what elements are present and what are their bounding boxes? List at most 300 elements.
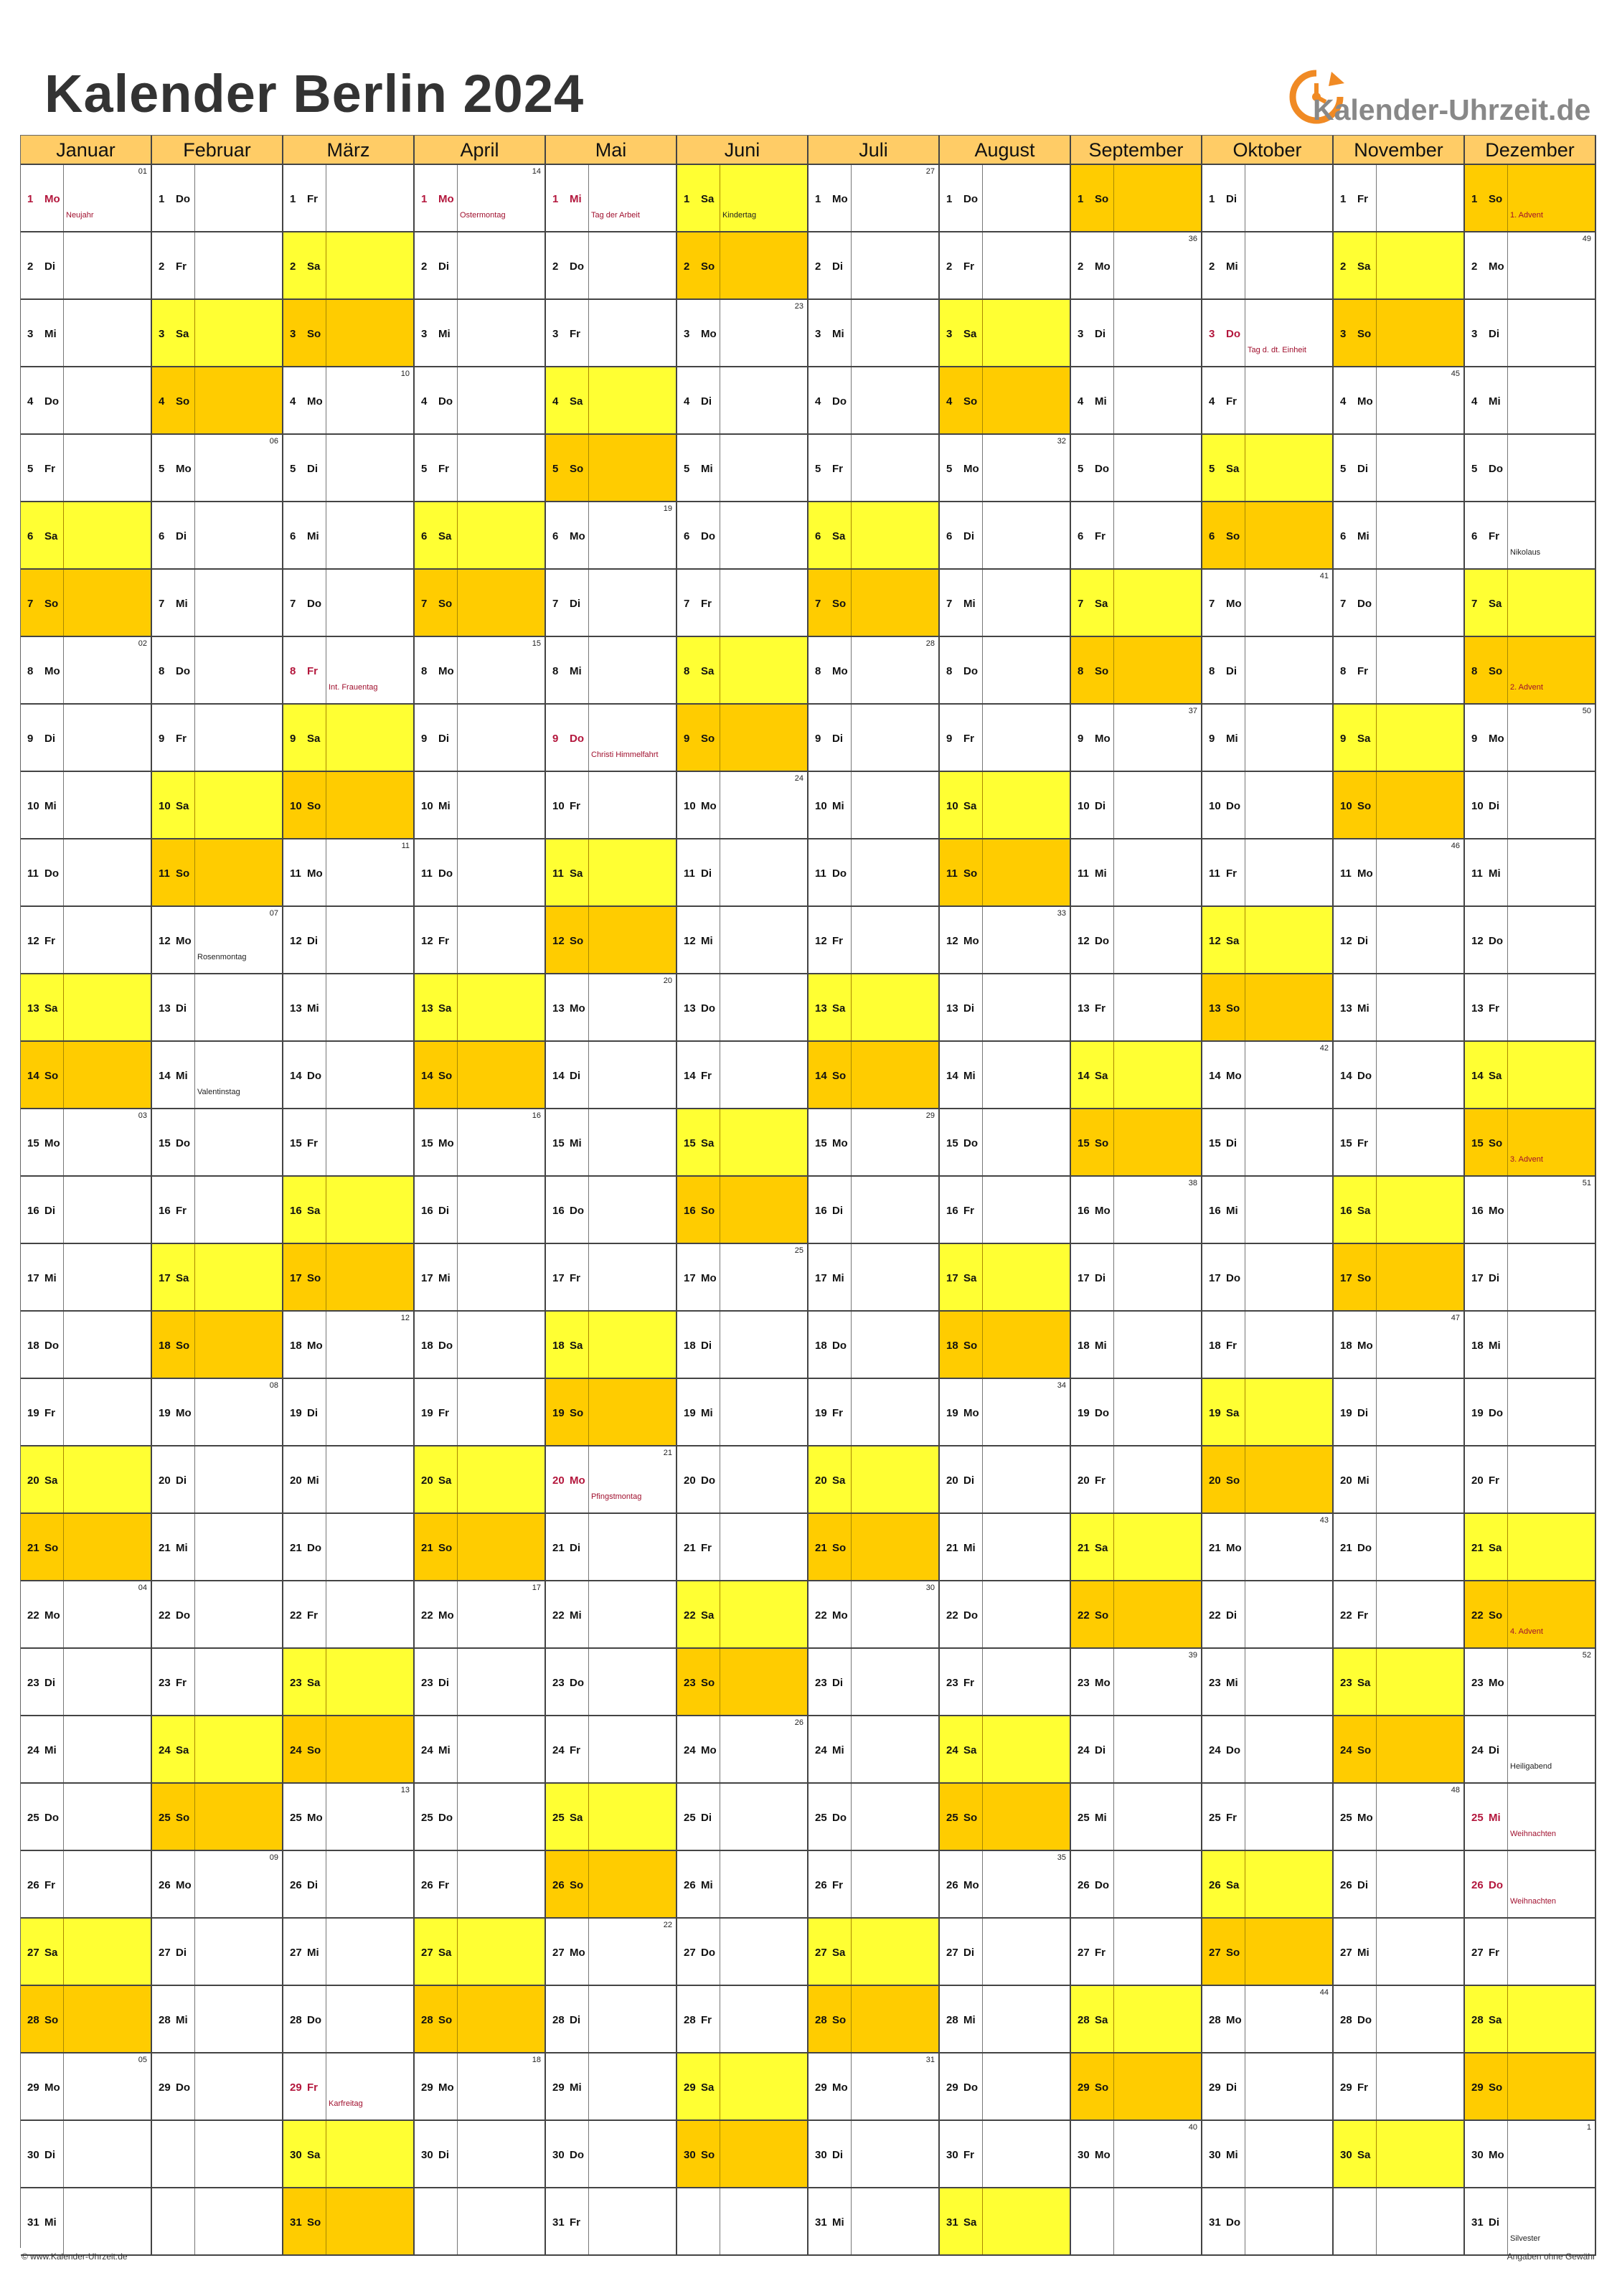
day-cell[interactable] xyxy=(1202,435,1334,502)
day-cell[interactable] xyxy=(283,907,415,974)
day-cell[interactable] xyxy=(21,1244,152,1312)
day-cell[interactable] xyxy=(677,1312,808,1379)
day-cell[interactable] xyxy=(940,1446,1071,1514)
day-cell[interactable] xyxy=(1465,1919,1596,1986)
day-cell[interactable] xyxy=(21,367,152,435)
day-cell[interactable] xyxy=(1334,907,1465,974)
day-cell[interactable] xyxy=(21,1919,152,1986)
day-cell[interactable] xyxy=(677,1986,808,2053)
day-cell[interactable] xyxy=(152,1986,283,2053)
day-cell[interactable] xyxy=(415,1581,546,1649)
day-cell[interactable] xyxy=(808,435,940,502)
day-cell[interactable] xyxy=(546,974,677,1042)
day-cell[interactable] xyxy=(1465,839,1596,907)
day-cell[interactable] xyxy=(152,367,283,435)
day-cell[interactable] xyxy=(152,2053,283,2121)
day-cell[interactable] xyxy=(1202,2053,1334,2121)
day-cell[interactable] xyxy=(415,907,546,974)
day-cell[interactable] xyxy=(152,1784,283,1851)
day-cell[interactable] xyxy=(283,1851,415,1919)
day-cell[interactable] xyxy=(415,165,546,232)
day-cell[interactable] xyxy=(1334,165,1465,232)
day-cell[interactable] xyxy=(808,705,940,772)
day-cell[interactable] xyxy=(1202,1177,1334,1244)
day-cell[interactable] xyxy=(1334,1244,1465,1312)
day-cell[interactable] xyxy=(940,1312,1071,1379)
day-cell[interactable] xyxy=(283,1042,415,1109)
day-cell[interactable] xyxy=(1465,974,1596,1042)
day-cell[interactable] xyxy=(1071,502,1202,570)
day-cell[interactable] xyxy=(546,839,677,907)
day-cell[interactable] xyxy=(677,570,808,637)
day-cell[interactable] xyxy=(152,1109,283,1177)
day-cell[interactable] xyxy=(1334,300,1465,367)
day-cell[interactable] xyxy=(940,1581,1071,1649)
day-cell[interactable] xyxy=(1202,1446,1334,1514)
day-cell[interactable] xyxy=(283,1109,415,1177)
day-cell[interactable] xyxy=(1334,1042,1465,1109)
day-cell[interactable] xyxy=(152,1446,283,1514)
day-cell[interactable] xyxy=(677,1177,808,1244)
day-cell[interactable] xyxy=(1334,1919,1465,1986)
day-cell[interactable] xyxy=(808,1446,940,1514)
day-cell[interactable] xyxy=(283,1784,415,1851)
day-cell[interactable] xyxy=(283,1716,415,1784)
day-cell[interactable] xyxy=(1334,502,1465,570)
day-cell[interactable] xyxy=(1465,1581,1596,1649)
day-cell[interactable] xyxy=(283,1177,415,1244)
day-cell[interactable] xyxy=(1202,1716,1334,1784)
day-cell[interactable] xyxy=(21,232,152,300)
day-cell[interactable] xyxy=(546,2188,677,2256)
day-cell[interactable] xyxy=(1202,1244,1334,1312)
day-cell[interactable] xyxy=(940,1649,1071,1716)
day-cell[interactable] xyxy=(21,772,152,839)
day-cell[interactable] xyxy=(1202,300,1334,367)
day-cell[interactable] xyxy=(1071,2053,1202,2121)
day-cell[interactable] xyxy=(283,1514,415,1581)
day-cell[interactable] xyxy=(1071,165,1202,232)
day-cell[interactable] xyxy=(1071,367,1202,435)
day-cell[interactable] xyxy=(1465,705,1596,772)
day-cell[interactable] xyxy=(808,2121,940,2188)
day-cell[interactable] xyxy=(546,2121,677,2188)
day-cell[interactable] xyxy=(1202,705,1334,772)
day-cell[interactable] xyxy=(1071,1109,1202,1177)
day-cell[interactable] xyxy=(677,1581,808,1649)
day-cell[interactable] xyxy=(1334,2121,1465,2188)
day-cell[interactable] xyxy=(808,1109,940,1177)
day-cell[interactable] xyxy=(283,300,415,367)
day-cell[interactable] xyxy=(808,300,940,367)
day-cell[interactable] xyxy=(1334,839,1465,907)
day-cell[interactable] xyxy=(1071,1581,1202,1649)
day-cell[interactable] xyxy=(152,1379,283,1446)
day-cell[interactable] xyxy=(283,637,415,705)
day-cell[interactable] xyxy=(940,1244,1071,1312)
day-cell[interactable] xyxy=(1071,839,1202,907)
day-cell[interactable] xyxy=(21,1716,152,1784)
day-cell[interactable] xyxy=(1334,2053,1465,2121)
day-cell[interactable] xyxy=(940,1919,1071,1986)
day-cell[interactable] xyxy=(1465,1784,1596,1851)
day-cell[interactable] xyxy=(546,1581,677,1649)
day-cell[interactable] xyxy=(940,974,1071,1042)
day-cell[interactable] xyxy=(1465,907,1596,974)
day-cell[interactable] xyxy=(808,232,940,300)
day-cell[interactable] xyxy=(808,1581,940,1649)
day-cell[interactable] xyxy=(677,435,808,502)
day-cell[interactable] xyxy=(1465,1379,1596,1446)
day-cell[interactable] xyxy=(808,1919,940,1986)
day-cell[interactable] xyxy=(940,2053,1071,2121)
day-cell[interactable] xyxy=(1202,1986,1334,2053)
day-cell[interactable] xyxy=(283,570,415,637)
day-cell[interactable] xyxy=(152,502,283,570)
day-cell[interactable] xyxy=(283,1312,415,1379)
day-cell[interactable] xyxy=(1334,1446,1465,1514)
day-cell[interactable] xyxy=(415,1649,546,1716)
day-cell[interactable] xyxy=(677,232,808,300)
day-cell[interactable] xyxy=(677,300,808,367)
day-cell[interactable] xyxy=(415,1244,546,1312)
day-cell[interactable] xyxy=(1465,2121,1596,2188)
day-cell[interactable] xyxy=(1202,232,1334,300)
day-cell[interactable] xyxy=(677,1851,808,1919)
day-cell[interactable] xyxy=(152,974,283,1042)
day-cell[interactable] xyxy=(21,705,152,772)
day-cell[interactable] xyxy=(1334,772,1465,839)
footer-copyright[interactable]: © www.Kalender-Uhrzeit.de xyxy=(22,2252,128,2262)
day-cell[interactable] xyxy=(1202,1851,1334,1919)
day-cell[interactable] xyxy=(940,435,1071,502)
day-cell[interactable] xyxy=(283,502,415,570)
day-cell[interactable] xyxy=(1071,1514,1202,1581)
day-cell[interactable] xyxy=(21,974,152,1042)
day-cell[interactable] xyxy=(808,839,940,907)
day-cell[interactable] xyxy=(21,1986,152,2053)
day-cell[interactable] xyxy=(1334,1581,1465,1649)
day-cell[interactable] xyxy=(677,1042,808,1109)
day-cell[interactable] xyxy=(152,839,283,907)
day-cell[interactable] xyxy=(415,502,546,570)
day-cell[interactable] xyxy=(21,637,152,705)
day-cell[interactable] xyxy=(1071,1244,1202,1312)
day-cell[interactable] xyxy=(21,1581,152,1649)
day-cell[interactable] xyxy=(1465,1851,1596,1919)
day-cell[interactable] xyxy=(808,1379,940,1446)
day-cell[interactable] xyxy=(1202,502,1334,570)
day-cell[interactable] xyxy=(808,1986,940,2053)
day-cell[interactable] xyxy=(21,2053,152,2121)
day-cell[interactable] xyxy=(21,1446,152,1514)
day-cell[interactable] xyxy=(1071,1379,1202,1446)
day-cell[interactable] xyxy=(1202,367,1334,435)
day-cell[interactable] xyxy=(1202,839,1334,907)
day-cell[interactable] xyxy=(677,1649,808,1716)
day-cell[interactable] xyxy=(283,1986,415,2053)
day-cell[interactable] xyxy=(940,1784,1071,1851)
day-cell[interactable] xyxy=(1334,1784,1465,1851)
day-cell[interactable] xyxy=(283,772,415,839)
day-cell[interactable] xyxy=(808,1177,940,1244)
day-cell[interactable] xyxy=(546,1851,677,1919)
day-cell[interactable] xyxy=(152,1649,283,1716)
day-cell[interactable] xyxy=(152,570,283,637)
day-cell[interactable] xyxy=(808,1312,940,1379)
day-cell[interactable] xyxy=(21,1312,152,1379)
day-cell[interactable] xyxy=(677,637,808,705)
day-cell[interactable] xyxy=(283,2121,415,2188)
day-cell[interactable] xyxy=(415,1919,546,1986)
day-cell[interactable] xyxy=(21,1514,152,1581)
day-cell[interactable] xyxy=(546,772,677,839)
day-cell[interactable] xyxy=(546,907,677,974)
day-cell[interactable] xyxy=(677,367,808,435)
day-cell[interactable] xyxy=(283,705,415,772)
day-cell[interactable] xyxy=(1465,435,1596,502)
day-cell[interactable] xyxy=(1071,705,1202,772)
day-cell[interactable] xyxy=(1071,1851,1202,1919)
day-cell[interactable] xyxy=(283,1649,415,1716)
day-cell[interactable] xyxy=(283,232,415,300)
day-cell[interactable] xyxy=(808,1042,940,1109)
day-cell[interactable] xyxy=(940,637,1071,705)
day-cell[interactable] xyxy=(808,1851,940,1919)
day-cell[interactable] xyxy=(152,637,283,705)
day-cell[interactable] xyxy=(1202,570,1334,637)
day-cell[interactable] xyxy=(546,1716,677,1784)
day-cell[interactable] xyxy=(21,1784,152,1851)
day-cell[interactable] xyxy=(21,300,152,367)
day-cell[interactable] xyxy=(940,367,1071,435)
day-cell[interactable] xyxy=(1071,772,1202,839)
day-cell[interactable] xyxy=(152,772,283,839)
day-cell[interactable] xyxy=(1334,1514,1465,1581)
day-cell[interactable] xyxy=(152,1244,283,1312)
day-cell[interactable] xyxy=(152,232,283,300)
day-cell[interactable] xyxy=(283,1919,415,1986)
day-cell[interactable] xyxy=(1071,232,1202,300)
day-cell[interactable] xyxy=(808,165,940,232)
day-cell[interactable] xyxy=(152,165,283,232)
day-cell[interactable] xyxy=(940,1109,1071,1177)
day-cell[interactable] xyxy=(1071,1312,1202,1379)
day-cell[interactable] xyxy=(21,570,152,637)
day-cell[interactable] xyxy=(1071,974,1202,1042)
day-cell[interactable] xyxy=(152,1851,283,1919)
day-cell[interactable] xyxy=(1202,1649,1334,1716)
day-cell[interactable] xyxy=(546,1177,677,1244)
day-cell[interactable] xyxy=(1202,1514,1334,1581)
day-cell[interactable] xyxy=(808,907,940,974)
day-cell[interactable] xyxy=(21,2121,152,2188)
day-cell[interactable] xyxy=(1465,502,1596,570)
day-cell[interactable] xyxy=(1465,165,1596,232)
day-cell[interactable] xyxy=(1334,570,1465,637)
day-cell[interactable] xyxy=(1071,570,1202,637)
day-cell[interactable] xyxy=(546,1244,677,1312)
day-cell[interactable] xyxy=(1202,1379,1334,1446)
day-cell[interactable] xyxy=(677,1244,808,1312)
day-cell[interactable] xyxy=(940,165,1071,232)
day-cell[interactable] xyxy=(283,367,415,435)
day-cell[interactable] xyxy=(1202,1919,1334,1986)
day-cell[interactable] xyxy=(808,1244,940,1312)
day-cell[interactable] xyxy=(21,1851,152,1919)
day-cell[interactable] xyxy=(677,1784,808,1851)
day-cell[interactable] xyxy=(283,1244,415,1312)
day-cell[interactable] xyxy=(152,907,283,974)
day-cell[interactable] xyxy=(1465,1312,1596,1379)
day-cell[interactable] xyxy=(940,907,1071,974)
day-cell[interactable] xyxy=(1465,367,1596,435)
day-cell[interactable] xyxy=(21,435,152,502)
day-cell[interactable] xyxy=(940,839,1071,907)
day-cell[interactable] xyxy=(1071,1986,1202,2053)
day-cell[interactable] xyxy=(1071,435,1202,502)
day-cell[interactable] xyxy=(415,1109,546,1177)
day-cell[interactable] xyxy=(283,165,415,232)
day-cell[interactable] xyxy=(1202,772,1334,839)
day-cell[interactable] xyxy=(1465,772,1596,839)
day-cell[interactable] xyxy=(21,1379,152,1446)
day-cell[interactable] xyxy=(677,839,808,907)
day-cell[interactable] xyxy=(546,705,677,772)
day-cell[interactable] xyxy=(1202,1109,1334,1177)
day-cell[interactable] xyxy=(415,367,546,435)
day-cell[interactable] xyxy=(1202,637,1334,705)
day-cell[interactable] xyxy=(152,300,283,367)
day-cell[interactable] xyxy=(152,1919,283,1986)
day-cell[interactable] xyxy=(415,300,546,367)
day-cell[interactable] xyxy=(940,570,1071,637)
day-cell[interactable] xyxy=(940,1851,1071,1919)
day-cell[interactable] xyxy=(415,974,546,1042)
day-cell[interactable] xyxy=(940,502,1071,570)
day-cell[interactable] xyxy=(1071,300,1202,367)
day-cell[interactable] xyxy=(1334,1177,1465,1244)
day-cell[interactable] xyxy=(1334,1312,1465,1379)
day-cell[interactable] xyxy=(1465,2053,1596,2121)
day-cell[interactable] xyxy=(1202,907,1334,974)
day-cell[interactable] xyxy=(21,839,152,907)
day-cell[interactable] xyxy=(1202,1581,1334,1649)
day-cell[interactable] xyxy=(1071,1649,1202,1716)
day-cell[interactable] xyxy=(152,1177,283,1244)
day-cell[interactable] xyxy=(152,705,283,772)
day-cell[interactable] xyxy=(677,165,808,232)
day-cell[interactable] xyxy=(1465,1514,1596,1581)
day-cell[interactable] xyxy=(546,570,677,637)
day-cell[interactable] xyxy=(1202,165,1334,232)
day-cell[interactable] xyxy=(808,1716,940,1784)
day-cell[interactable] xyxy=(415,1716,546,1784)
day-cell[interactable] xyxy=(21,1042,152,1109)
day-cell[interactable] xyxy=(415,1312,546,1379)
day-cell[interactable] xyxy=(546,1986,677,2053)
day-cell[interactable] xyxy=(1334,705,1465,772)
day-cell[interactable] xyxy=(1465,1716,1596,1784)
day-cell[interactable] xyxy=(283,1379,415,1446)
day-cell[interactable] xyxy=(1465,570,1596,637)
day-cell[interactable] xyxy=(1071,1919,1202,1986)
day-cell[interactable] xyxy=(415,1986,546,2053)
day-cell[interactable] xyxy=(1202,2188,1334,2256)
day-cell[interactable] xyxy=(808,772,940,839)
day-cell[interactable] xyxy=(546,232,677,300)
day-cell[interactable] xyxy=(677,1514,808,1581)
day-cell[interactable] xyxy=(546,1784,677,1851)
day-cell[interactable] xyxy=(283,839,415,907)
day-cell[interactable] xyxy=(940,2188,1071,2256)
day-cell[interactable] xyxy=(677,1446,808,1514)
day-cell[interactable] xyxy=(1334,367,1465,435)
day-cell[interactable] xyxy=(415,2121,546,2188)
day-cell[interactable] xyxy=(1334,1379,1465,1446)
day-cell[interactable] xyxy=(940,1986,1071,2053)
day-cell[interactable] xyxy=(677,705,808,772)
day-cell[interactable] xyxy=(546,2053,677,2121)
day-cell[interactable] xyxy=(152,1312,283,1379)
day-cell[interactable] xyxy=(1334,974,1465,1042)
day-cell[interactable] xyxy=(1465,1986,1596,2053)
day-cell[interactable] xyxy=(808,1514,940,1581)
day-cell[interactable] xyxy=(546,1312,677,1379)
day-cell[interactable] xyxy=(1202,974,1334,1042)
logo[interactable] xyxy=(1284,65,1591,136)
day-cell[interactable] xyxy=(1071,1716,1202,1784)
day-cell[interactable] xyxy=(21,1109,152,1177)
day-cell[interactable] xyxy=(1071,2121,1202,2188)
day-cell[interactable] xyxy=(808,1649,940,1716)
day-cell[interactable] xyxy=(546,1649,677,1716)
day-cell[interactable] xyxy=(415,570,546,637)
day-cell[interactable] xyxy=(415,232,546,300)
day-cell[interactable] xyxy=(415,2053,546,2121)
day-cell[interactable] xyxy=(415,1514,546,1581)
day-cell[interactable] xyxy=(940,2121,1071,2188)
day-cell[interactable] xyxy=(677,1109,808,1177)
day-cell[interactable] xyxy=(1465,1446,1596,1514)
day-cell[interactable] xyxy=(546,1919,677,1986)
day-cell[interactable] xyxy=(21,1649,152,1716)
day-cell[interactable] xyxy=(677,2121,808,2188)
day-cell[interactable] xyxy=(21,1177,152,1244)
day-cell[interactable] xyxy=(940,300,1071,367)
day-cell[interactable] xyxy=(415,1042,546,1109)
day-cell[interactable] xyxy=(1202,2121,1334,2188)
day-cell[interactable] xyxy=(808,2053,940,2121)
day-cell[interactable] xyxy=(1071,1177,1202,1244)
day-cell[interactable] xyxy=(1071,1784,1202,1851)
day-cell[interactable] xyxy=(940,1379,1071,1446)
day-cell[interactable] xyxy=(1334,1649,1465,1716)
day-cell[interactable] xyxy=(808,367,940,435)
day-cell[interactable] xyxy=(546,1042,677,1109)
day-cell[interactable] xyxy=(283,2188,415,2256)
day-cell[interactable] xyxy=(546,502,677,570)
day-cell[interactable] xyxy=(546,637,677,705)
day-cell[interactable] xyxy=(1071,1446,1202,1514)
day-cell[interactable] xyxy=(415,1177,546,1244)
day-cell[interactable] xyxy=(152,1716,283,1784)
day-cell[interactable] xyxy=(1465,1177,1596,1244)
day-cell[interactable] xyxy=(940,1716,1071,1784)
day-cell[interactable] xyxy=(677,1716,808,1784)
day-cell[interactable] xyxy=(546,1446,677,1514)
day-cell[interactable] xyxy=(21,907,152,974)
